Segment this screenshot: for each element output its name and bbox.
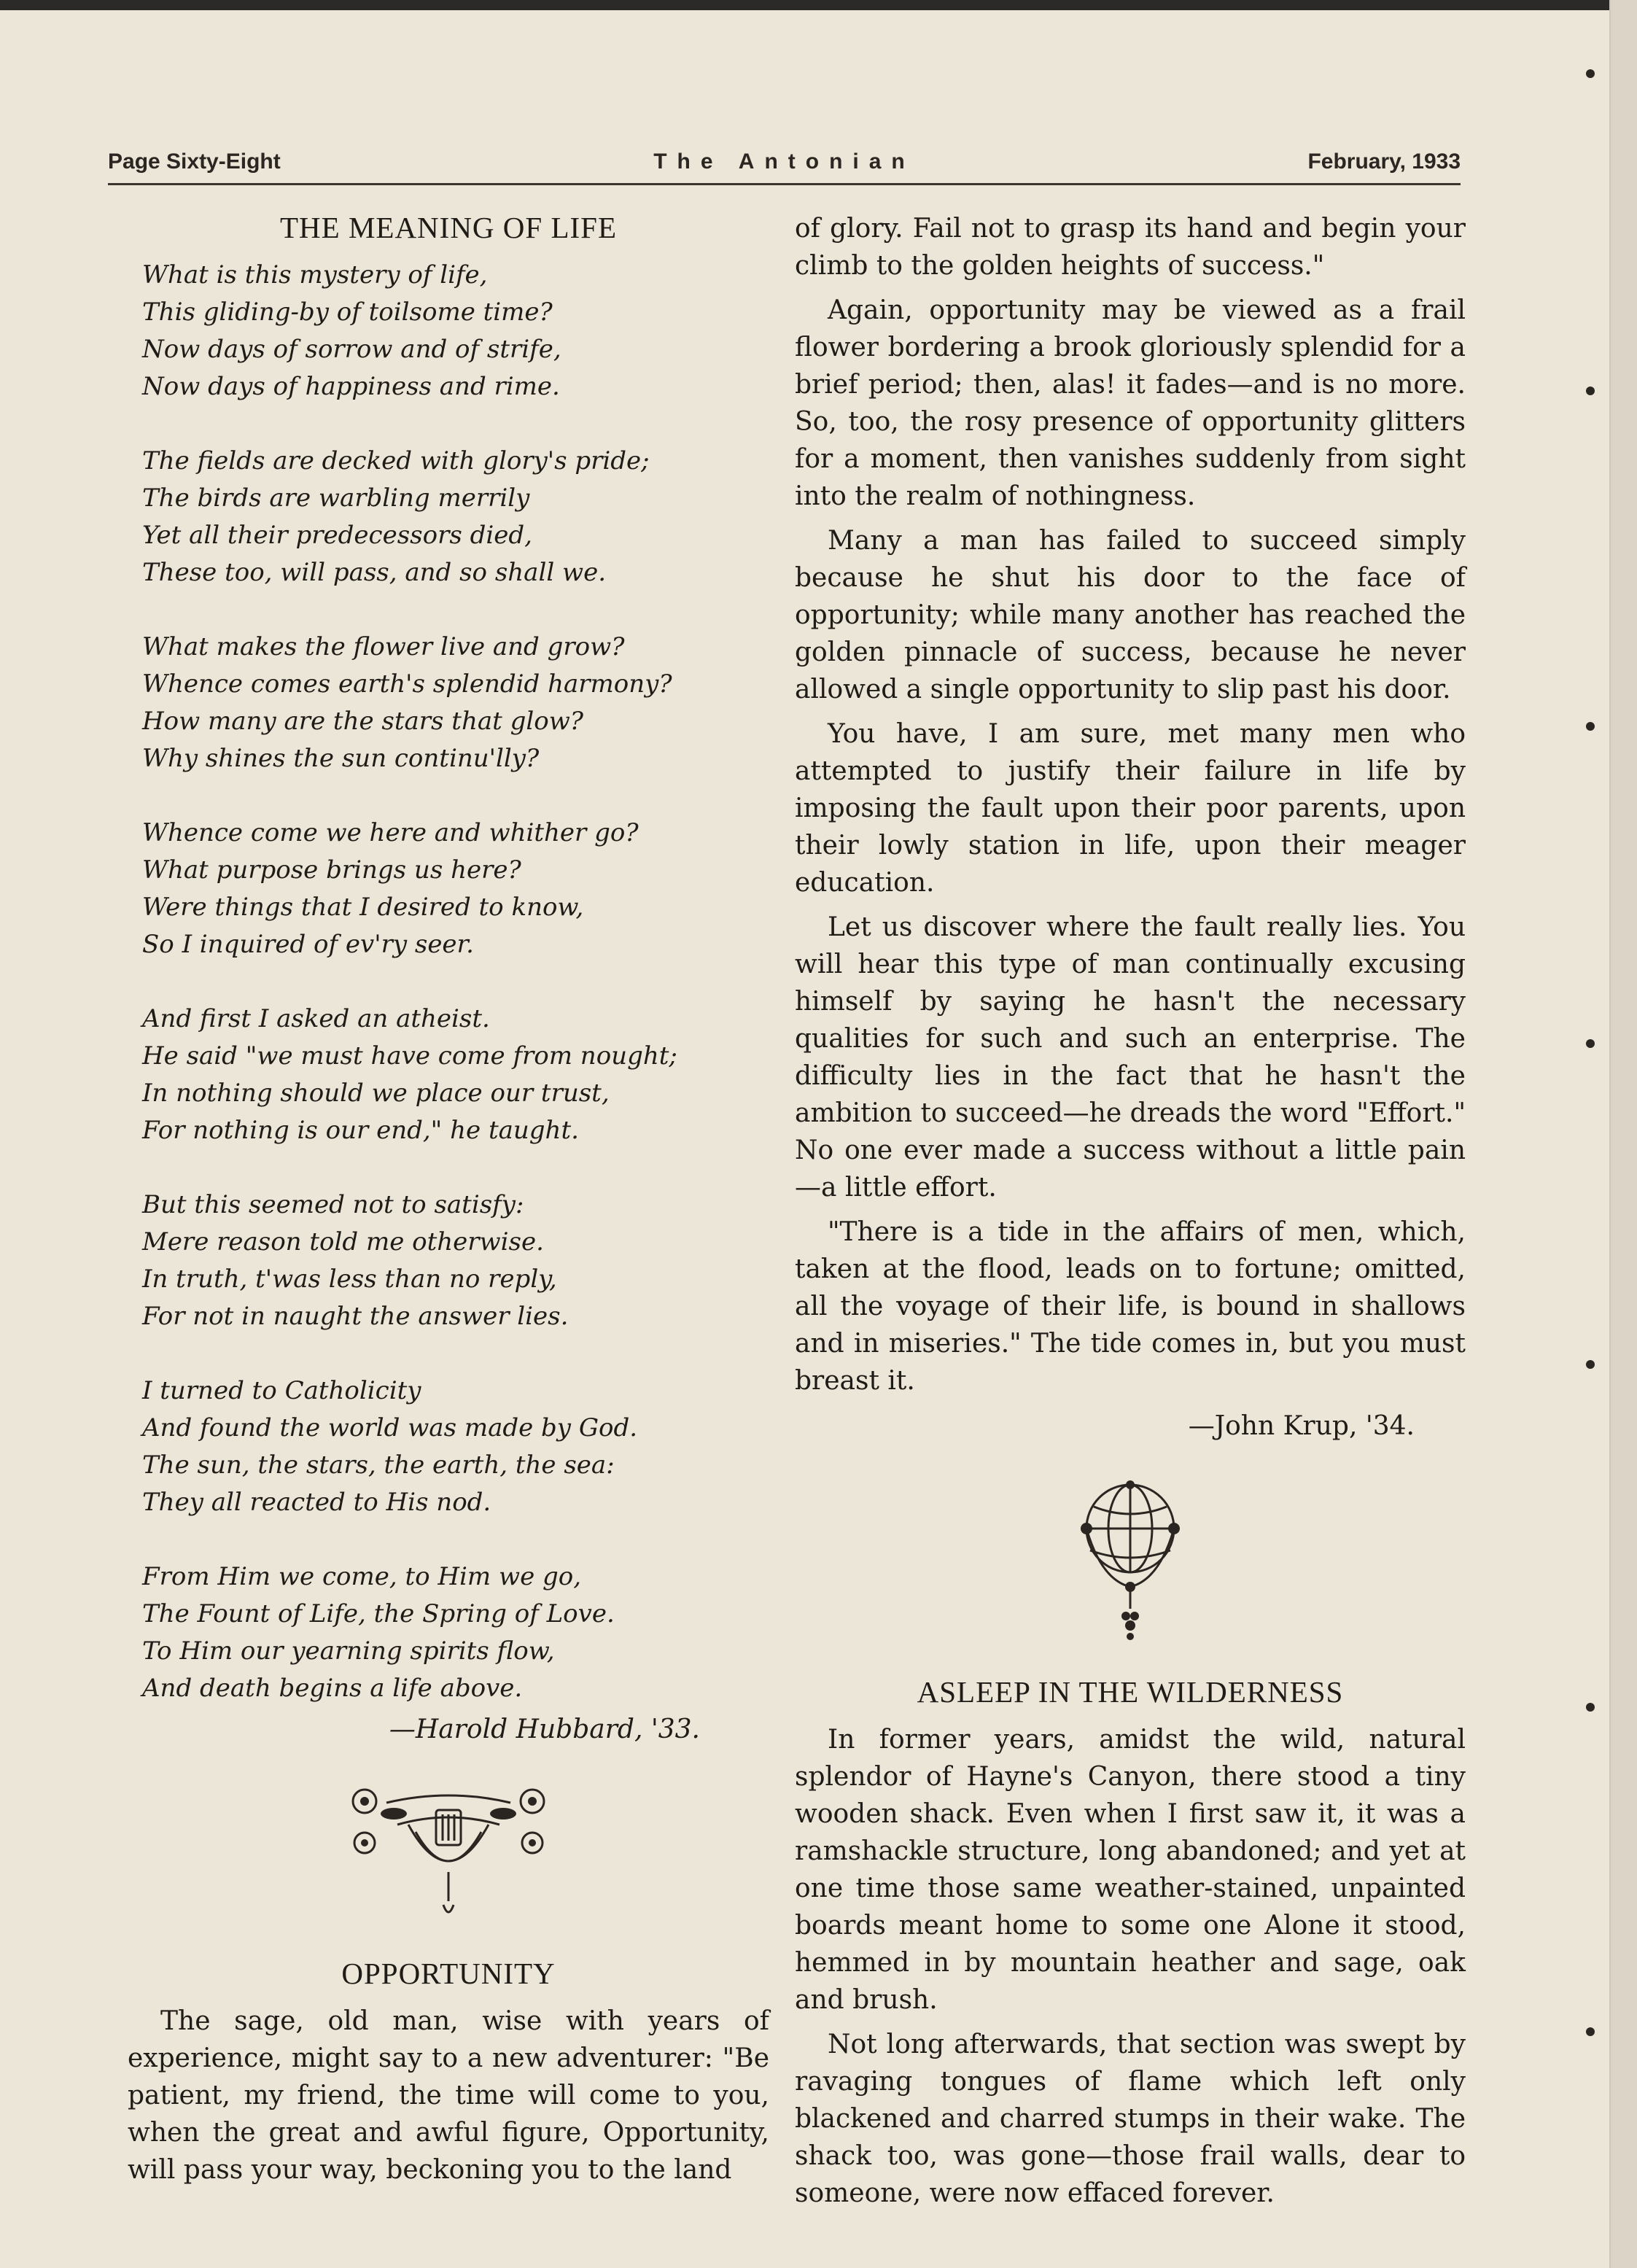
binding-hole xyxy=(1586,69,1595,78)
publication-title: The Antonian xyxy=(653,149,915,174)
poem-stanza xyxy=(142,629,769,777)
wilderness-title: ASLEEP IN THE WILDERNESS xyxy=(917,1675,1344,1709)
poem-line: The Fount of Life, the Spring of Love. xyxy=(142,1599,615,1628)
poem-line: These too, will pass, and so shall we. xyxy=(142,558,607,587)
binding-hole xyxy=(1586,2027,1595,2036)
issue-date: February, 1933 xyxy=(1307,149,1461,174)
poem-line: And found the world was made by God. xyxy=(142,1413,638,1442)
poem-line: From Him we come, to Him we go, xyxy=(142,1562,582,1591)
poem-line: For not in naught the answer lies. xyxy=(142,1302,569,1331)
poem-line: I turned to Catholicity xyxy=(142,1376,421,1405)
poem-stanza xyxy=(142,257,769,405)
poem-line: The sun, the stars, the earth, the sea: xyxy=(142,1450,615,1480)
poem-line: Why shines the sun continu'lly? xyxy=(142,744,540,773)
opportunity-title: OPPORTUNITY xyxy=(341,1957,556,1990)
poem-line: They all reacted to His nod. xyxy=(142,1488,491,1517)
poem-author: —Harold Hubbard, '33. xyxy=(389,1714,700,1744)
paragraph: Many a man has failed to succeed simply because he shut his door to the face of opportunity; while many another has reached the golden pinnacle of success, because he never allowed a single opportunity to slip past his door. xyxy=(795,526,1466,704)
page-binding-edge xyxy=(1609,0,1637,2268)
poem-line: Whence comes earth's splendid harmony? xyxy=(142,669,672,699)
poem-stanza xyxy=(142,443,769,591)
poem-line: What purpose brings us here? xyxy=(142,855,521,885)
poem-line: But this seemed not to satisfy: xyxy=(142,1190,524,1219)
page-number: Page Sixty-Eight xyxy=(108,149,281,174)
poem-line: How many are the stars that glow? xyxy=(142,707,584,736)
page-top-edge xyxy=(0,0,1637,10)
poem-stanza xyxy=(142,815,769,963)
running-header xyxy=(108,149,1461,185)
opportunity-author: —John Krup, '34. xyxy=(1188,1411,1415,1441)
paragraph: You have, I am sure, met many men who attempted to justify their failure in life by imposing the fault upon their poor parents, upon their lowly station in life, upon their meager education. xyxy=(795,719,1466,898)
poem-line: Were things that I desired to know, xyxy=(142,893,584,922)
globe-ornament-icon xyxy=(1072,1477,1189,1645)
binding-hole xyxy=(1586,722,1595,731)
poem-line: This gliding-by of toilsome time? xyxy=(142,298,553,327)
floral-ornament-icon xyxy=(343,1781,554,1927)
paragraph: Let us discover where the fault really lies. You will hear this type of man continually excusing himself by saying he hasn't the necessary qualities for such and such an enterprise. The difficulty lies in the fact that he hasn't the ambition to succeed—he dreads the word "Effort." No one ever made a success without a little pain —a little effort. xyxy=(795,912,1466,1203)
poem-stanza xyxy=(142,1001,769,1149)
opportunity-article-start xyxy=(128,2003,769,2189)
paragraph: The sage, old man, wise with years of experience, might say to a new adventurer: "Be patient, my friend, the time will come to you, when the great and awful figure, Opportunity, will pass your way, beckoning you to the land xyxy=(128,2006,769,2185)
poem-line: Mere reason told me otherwise. xyxy=(142,1227,544,1257)
paragraph: "There is a tide in the affairs of men, which, taken at the flood, leads on to fortune; omitted, all the voyage of their life, is bound in shallows and in miseries." The tide comes in, but you must breast it. xyxy=(795,1217,1466,1396)
paragraph: In former years, amidst the wild, natural splendor of Hayne's Canyon, there stood a tiny wooden shack. Even when I first saw it, it was a ramshackle structure, long abandoned; and yet at one time those same weather-stained, unpainted boards meant home to some one Alone it stood, hemmed in by mountain heather and sage, oak and brush. xyxy=(795,1725,1466,2015)
poem-title: THE MEANING OF LIFE xyxy=(280,211,617,244)
poem-line: Now days of happiness and rime. xyxy=(142,372,560,401)
opportunity-article-continued xyxy=(795,210,1466,1399)
poem-body xyxy=(128,257,769,1707)
poem-line: For nothing is our end," he taught. xyxy=(142,1116,579,1145)
paragraph: of glory. Fail not to grasp its hand and begin your climb to the golden heights of success." xyxy=(795,214,1466,281)
poem-stanza xyxy=(142,1187,769,1335)
poem-line: What makes the flower live and grow? xyxy=(142,632,625,661)
poem-stanza xyxy=(142,1372,769,1521)
poem-line: Whence come we here and whither go? xyxy=(142,818,639,847)
binding-hole xyxy=(1586,1703,1595,1712)
paragraph: Not long afterwards, that section was swept by ravaging tongues of flame which left only blackened and charred stumps in their wake. The shack too, was gone—those frail walls, dear to someone, were now effaced forever. xyxy=(795,2030,1466,2208)
binding-hole xyxy=(1586,1360,1595,1369)
poem-line: He said "we must have come from nought; xyxy=(142,1041,677,1071)
poem-line: In truth, t'was less than no reply, xyxy=(142,1265,557,1294)
poem-line: The fields are decked with glory's pride; xyxy=(142,446,650,475)
poem-stanza xyxy=(142,1558,769,1707)
poem-line: And death begins a life above. xyxy=(142,1674,523,1703)
right-column xyxy=(795,210,1466,2219)
paragraph: Again, opportunity may be viewed as a frail flower bordering a brook gloriously splendid for a brief period; then, alas! it fades—and is no more. So, too, the rosy presence of opportunity glitters for a moment, then vanishes suddenly from sight into the realm of nothingness. xyxy=(795,295,1466,511)
poem-line: And first I asked an atheist. xyxy=(142,1004,490,1033)
wilderness-article xyxy=(795,1721,1466,2212)
left-column xyxy=(128,210,769,2196)
poem-line: Now days of sorrow and of strife, xyxy=(142,335,561,364)
poem-line: To Him our yearning spirits flow, xyxy=(142,1636,555,1666)
poem-line: In nothing should we place our trust, xyxy=(142,1079,610,1108)
poem-line: The birds are warbling merrily xyxy=(142,483,530,513)
poem-line: So I inquired of ev'ry seer. xyxy=(142,930,474,959)
poem-line: Yet all their predecessors died, xyxy=(142,521,532,550)
binding-hole xyxy=(1586,1039,1595,1048)
poem-line: What is this mystery of life, xyxy=(142,260,488,290)
binding-hole xyxy=(1586,387,1595,395)
